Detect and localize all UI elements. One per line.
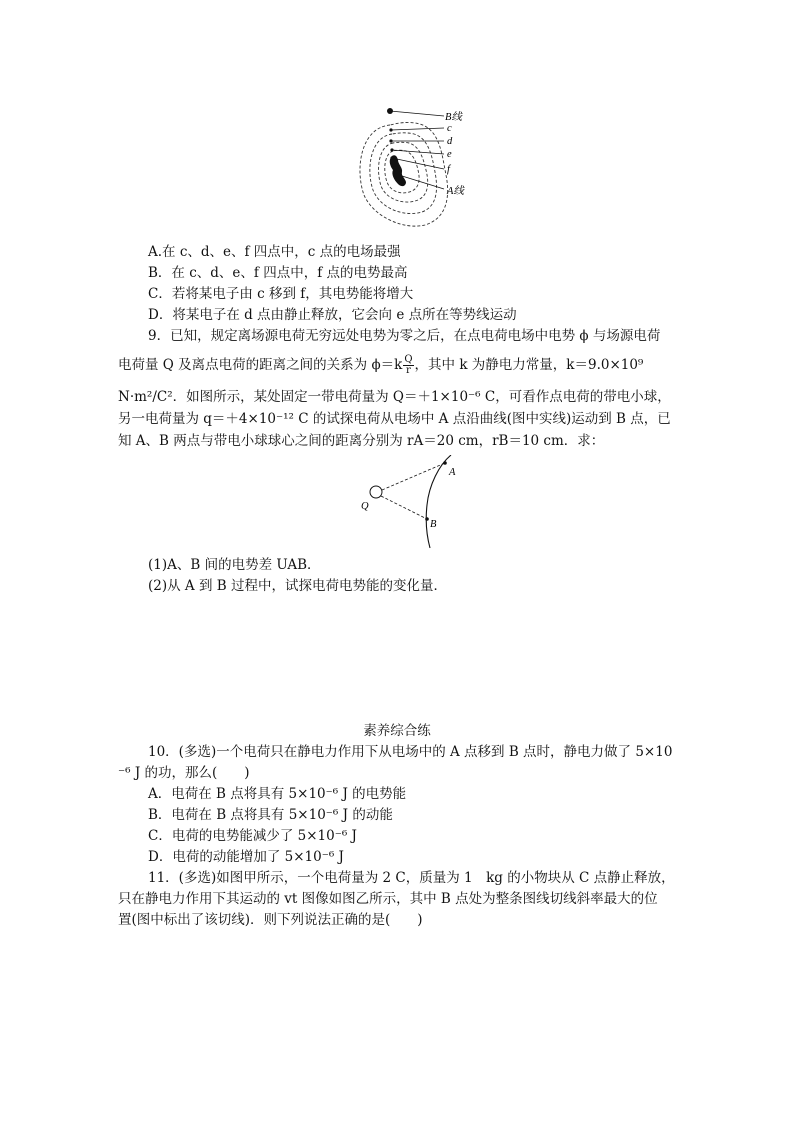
label-b: B (430, 519, 437, 530)
label-e: e (447, 149, 452, 160)
q11-line-2: 只在静电力作用下其运动的 vt 图像如图乙所示，其中 B 点处为整条图线切线斜率最大的位 (118, 891, 658, 907)
point-a (443, 461, 447, 465)
fraction-numerator: Q (404, 354, 413, 365)
q9-line-2-post: ，其中 k 为静电力常量，k＝9.0×10⁹ (414, 357, 644, 373)
q8-option-b: B．在 c、d、e、f 四点中，f 点的电势最高 (148, 265, 408, 281)
q10-option-a: A．电荷在 B 点将具有 5×10⁻⁶ J 的电势能 (148, 786, 407, 802)
trajectory-curve (426, 455, 451, 548)
leader-e (392, 150, 444, 154)
label-f: f (447, 164, 450, 175)
q10-option-d: D．电荷的动能增加了 5×10⁻⁶ J (148, 849, 344, 865)
q9-subquestion-1: (1)A、B 间的电势差 UAB． (148, 557, 321, 573)
label-a: A (449, 467, 456, 478)
equipotential-line-outer (360, 122, 448, 226)
point-b (425, 517, 429, 521)
q9-line-2 (118, 355, 643, 376)
q10-option-c: C．电荷的电势能减少了 5×10⁻⁶ J (148, 828, 357, 844)
label-a-line: A线 (447, 186, 464, 197)
leader-c (391, 128, 444, 130)
trajectory-figure (355, 455, 465, 550)
q10-line-2: ⁻⁶ J 的功，那么( ) (118, 765, 250, 781)
label-c: c (447, 123, 452, 134)
q9-line-4: 另一电荷量为 q＝＋4×10⁻¹² C 的试探电荷从电场中 A 点沿曲线(图中实线)运动到 B 点，已 (118, 411, 671, 427)
charge-q-ball (370, 486, 382, 498)
q9-line-1: 9．已知，规定离场源电荷无穷远处电势为零之后，在点电荷电场中电势 ϕ 与场源电荷 (148, 328, 661, 344)
q9-line-5: 知 A、B 两点与带电小球球心之间的距离分别为 rA＝20 cm，rB＝10 cm．求： (118, 433, 605, 449)
q8-option-c: C．若将某电子由 c 移到 f，其电势能将增大 (148, 286, 414, 302)
formula-fraction (403, 355, 413, 376)
q9-line-2-pre: 电荷量 Q 及离点电荷的距离之间的关系为 ϕ＝k (118, 357, 403, 373)
q8-option-a: A.在 c、d、e、f 四点中，c 点的电场最强 (148, 244, 401, 260)
q10-line-1: 10．(多选)一个电荷只在静电力作用下从电场中的 A 点移到 B 点时，静电力做了 5×10 (148, 744, 673, 760)
label-b-line: B线 (445, 112, 462, 123)
q9-subquestion-2: (2)从 A 到 B 过程中，试探电荷电势能的变化量． (148, 578, 447, 594)
distance-line-qb (381, 496, 427, 519)
charged-body (390, 155, 406, 186)
equipotential-figure (350, 100, 490, 235)
q11-line-3: 置(图中标出了该切线)．则下列说法正确的是( ) (118, 912, 423, 928)
leader-b (390, 111, 444, 116)
q8-option-d: D．将某电子在 d 点由静止释放，它会向 e 点所在等势线运动 (148, 307, 517, 323)
leader-a (402, 176, 444, 189)
label-d: d (447, 136, 453, 147)
q10-option-b: B．电荷在 B 点将具有 5×10⁻⁶ J 的动能 (148, 807, 393, 823)
fraction-denominator: r (406, 365, 411, 376)
section-title: 素养综合练 (363, 723, 431, 739)
q11-line-1: 11．(多选)如图甲所示，一个电荷量为 2 C，质量为 1 kg 的小物块从 C 点静止释放， (148, 870, 675, 886)
label-q: Q (361, 501, 369, 512)
q9-line-3: N·m²/C²．如图所示，某处固定一带电荷量为 Q＝＋1×10⁻⁶ C，可看作点电荷的带电小球， (118, 389, 671, 405)
